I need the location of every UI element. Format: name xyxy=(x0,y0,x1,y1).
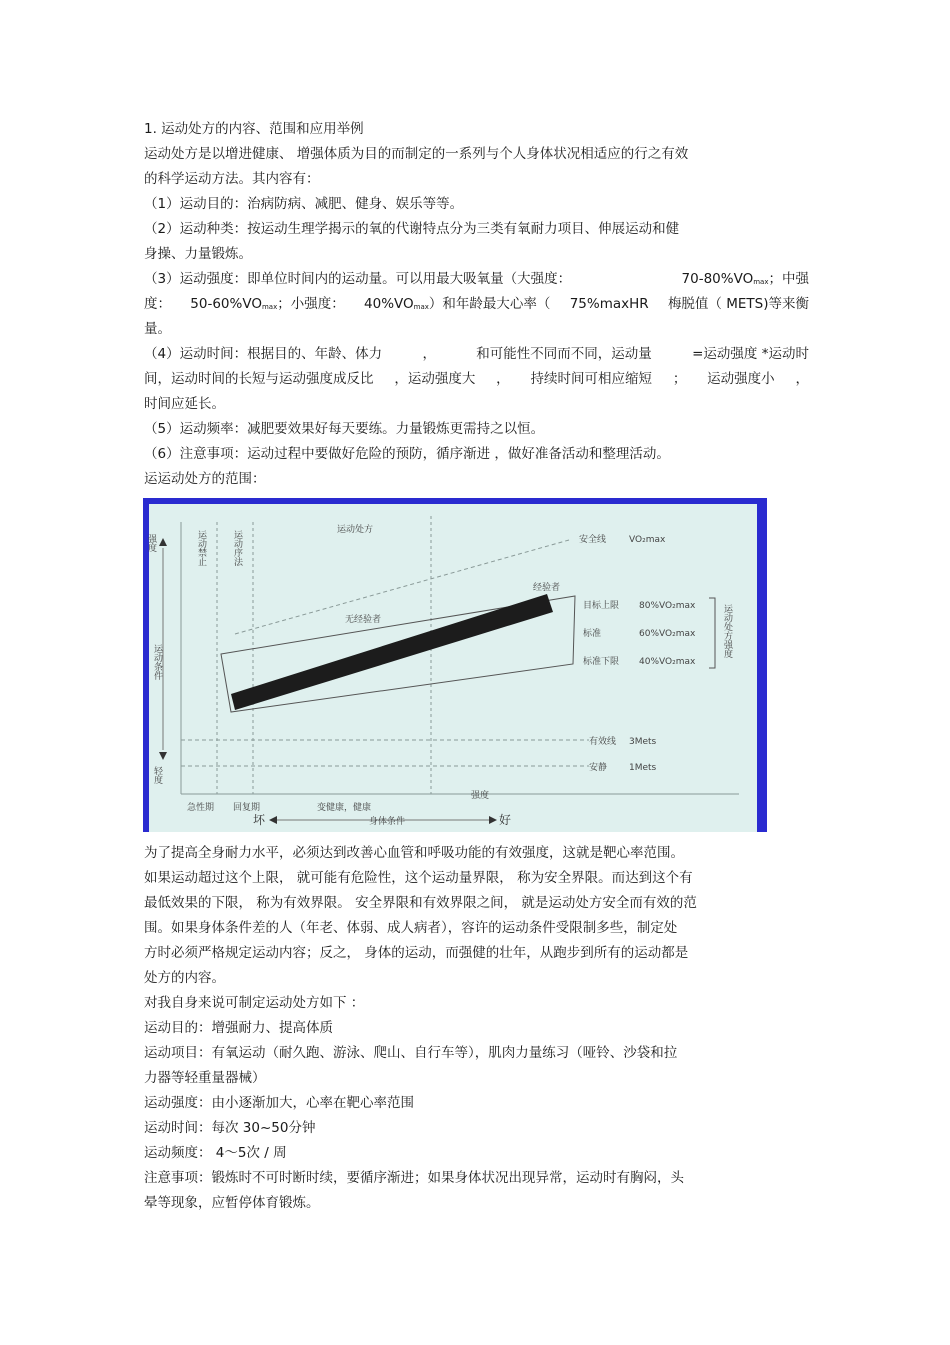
safe-line-label: 安全线 xyxy=(579,535,607,545)
y-top-label: 强度 xyxy=(146,534,156,552)
item-type-line-1: （2）运动种类：按运动生理学揭示的氧的代谢特点分为三类有氧耐力项目、伸展运动和健 xyxy=(144,221,680,237)
paragraph-line: 为了提高全身耐力水平，必须达到改善心血管和呼吸功能的有效强度，这就是靶心率范围。 xyxy=(144,845,684,861)
figure-canvas xyxy=(146,504,757,832)
text-segment: （4）运动时间：根据目的、年龄、体力 xyxy=(144,346,383,362)
item-intensity-line-2 xyxy=(144,292,809,317)
y-bottom-label: 轻度 xyxy=(152,766,162,784)
paragraph-line: 方时必须严格规定运动内容；反之， 身体的运动，而强健的壮年，从跑步到所有的运动都是 xyxy=(144,945,689,961)
plan-items-line-2: 力器等轻重量器械） xyxy=(144,1070,266,1086)
figure-top-label: 运动处方 xyxy=(337,525,374,535)
text-segment: 持续时间可相应缩短 xyxy=(530,371,652,387)
column-order-label: 运动序法 xyxy=(232,530,242,566)
paragraph-line: 最低效果的下限， 称为有效界限。 安全界限和有效界限之间， 就是运动处方安全而有效的范 xyxy=(144,895,697,911)
safe-line-value: VO₂max xyxy=(629,535,666,545)
text-segment: ）和年龄最大心率（ xyxy=(428,296,551,312)
subscript: max xyxy=(261,303,278,311)
section-content xyxy=(144,117,809,492)
text-segment: ；中强 xyxy=(768,271,809,287)
text-segment: （3）运动强度：即单位时间内的运动量。可以用最大吸氧量（大强度： xyxy=(144,271,572,287)
text-segment: ， xyxy=(795,371,809,387)
item-time-line-1 xyxy=(144,342,809,367)
standard-value: 60%VO₂max xyxy=(639,629,696,639)
bracket-label: 运动处方强度 xyxy=(722,604,732,658)
item-type-line-2: 身操、力量锻炼。 xyxy=(144,246,252,262)
text-segment: ，运动强度大 xyxy=(394,371,476,387)
vo2-value: 50-60%VO xyxy=(190,296,262,312)
item-purpose: （1）运动目的：治病防病、减肥、健身、娱乐等等。 xyxy=(144,196,464,212)
item-intensity-line-3: 量。 xyxy=(144,321,171,337)
section-title: 1. 运动处方的内容、范围和应用举例 xyxy=(144,121,364,137)
column-stop-label: 运动禁止 xyxy=(196,530,206,566)
text-segment: ， xyxy=(496,371,510,387)
text-segment: 运动强度小 xyxy=(707,371,775,387)
text-segment: 75%maxHR xyxy=(569,296,649,312)
text-segment: ； xyxy=(672,371,687,387)
upper-limit-value: 80%VO₂max xyxy=(639,601,696,611)
text-segment: 度： xyxy=(144,296,171,312)
experienced-label: 经验者 xyxy=(533,583,561,593)
upper-limit-label: 目标上限 xyxy=(583,601,620,611)
item-frequency: （5）运动频率：减肥要效果好每天要练。力量锻炼更需持之以恒。 xyxy=(144,421,545,437)
text-segment: 和可能性不同而不同，运动量 xyxy=(476,346,652,362)
x-axis-title: 身体条件 xyxy=(369,817,406,827)
plan-time: 运动时间：每次 30~50分钟 xyxy=(144,1120,316,1136)
rest-value: 1Mets xyxy=(629,763,657,773)
x-category: 回复期 xyxy=(233,803,261,813)
text-segment: 梅脱值（ METS)等来衡 xyxy=(667,296,809,312)
text-segment xyxy=(364,292,550,317)
plan-intensity: 运动强度：由小逐渐加大，心率在靶心率范围 xyxy=(144,1095,414,1111)
inexperienced-label: 无经验者 xyxy=(345,615,382,625)
lower-limit-value: 40%VO₂max xyxy=(639,657,696,667)
paragraph-line: 处方的内容。 xyxy=(144,970,225,986)
effective-line-value: 3Mets xyxy=(629,737,657,747)
paragraph-line: 围。如果身体条件差的人（年老、体弱、成人病者），容许的运动条件受限制多些，制定处 xyxy=(144,920,678,936)
plan-goal: 运动目的：增强耐力、提高体质 xyxy=(144,1020,333,1036)
rest-label: 安静 xyxy=(589,763,608,773)
x-category: 强度 xyxy=(471,791,490,801)
text-segment: =运动强度 *运动时 xyxy=(692,346,809,362)
lower-limit-label: 标准下限 xyxy=(583,657,620,667)
item-notes: （6）注意事项：运动过程中要做好危险的预防，循序渐进 ，做好准备活动和整理活动。 xyxy=(144,446,670,462)
item-time-line-2 xyxy=(144,367,809,392)
text-segment: 间，运动时间的长短与运动强度成反比 xyxy=(144,371,374,387)
vo2-value: 70-80%VO xyxy=(681,271,754,287)
subscript: max xyxy=(753,278,769,286)
x-good-label: 好 xyxy=(499,813,512,827)
plan-items-line-1: 运动项目：有氧运动（耐久跑、游泳、爬山、自行车等），肌肉力量练习（哑铃、沙袋和拉 xyxy=(144,1045,678,1061)
section-content-2 xyxy=(144,841,809,1216)
plan-notes-line-1: 注意事项：锻炼时不可时断时续，要循序渐进；如果身体状况出现异常，运动时有胸闷，头 xyxy=(144,1170,684,1186)
x-category: 急性期 xyxy=(187,803,215,813)
text-segment xyxy=(682,267,809,292)
standard-label: 标准 xyxy=(583,629,602,639)
plan-notes-line-2: 晕等现象，应暂停体育锻炼。 xyxy=(144,1195,320,1211)
item-time-line-3: 时间应延长。 xyxy=(144,396,225,412)
x-category: 变健康，健康 xyxy=(317,803,372,813)
intro-line-1: 运动处方是以增进健康、 增强体质为目的而制定的一系列与个人身体状况相适应的行之有效 xyxy=(144,146,689,162)
intro-line-2: 的科学运动方法。其内容有： xyxy=(144,171,320,187)
paragraph-line: 对我自身来说可制定运动处方如下 ： xyxy=(144,995,365,1011)
item-intensity-line-1 xyxy=(144,267,809,292)
y-axis-title: 运动条件 xyxy=(152,644,162,680)
plan-frequency: 运动频度： 4～5次 / 周 xyxy=(144,1145,287,1161)
vo2-value: 40%VO xyxy=(364,296,414,312)
paragraph-line: 如果运动超过这个上限， 就可能有危险性，这个运动量界限， 称为安全界限。而达到这个有 xyxy=(144,870,693,886)
text-segment xyxy=(190,292,344,317)
text-segment: ， xyxy=(422,346,436,362)
subscript: max xyxy=(413,303,429,311)
effective-line-label: 有效线 xyxy=(589,737,617,747)
prescription-range-figure xyxy=(143,498,767,832)
x-bad-label: 坏 xyxy=(253,813,266,827)
text-segment: ；小强度： xyxy=(277,296,345,312)
range-heading: 运运动处方的范围： xyxy=(144,471,266,487)
